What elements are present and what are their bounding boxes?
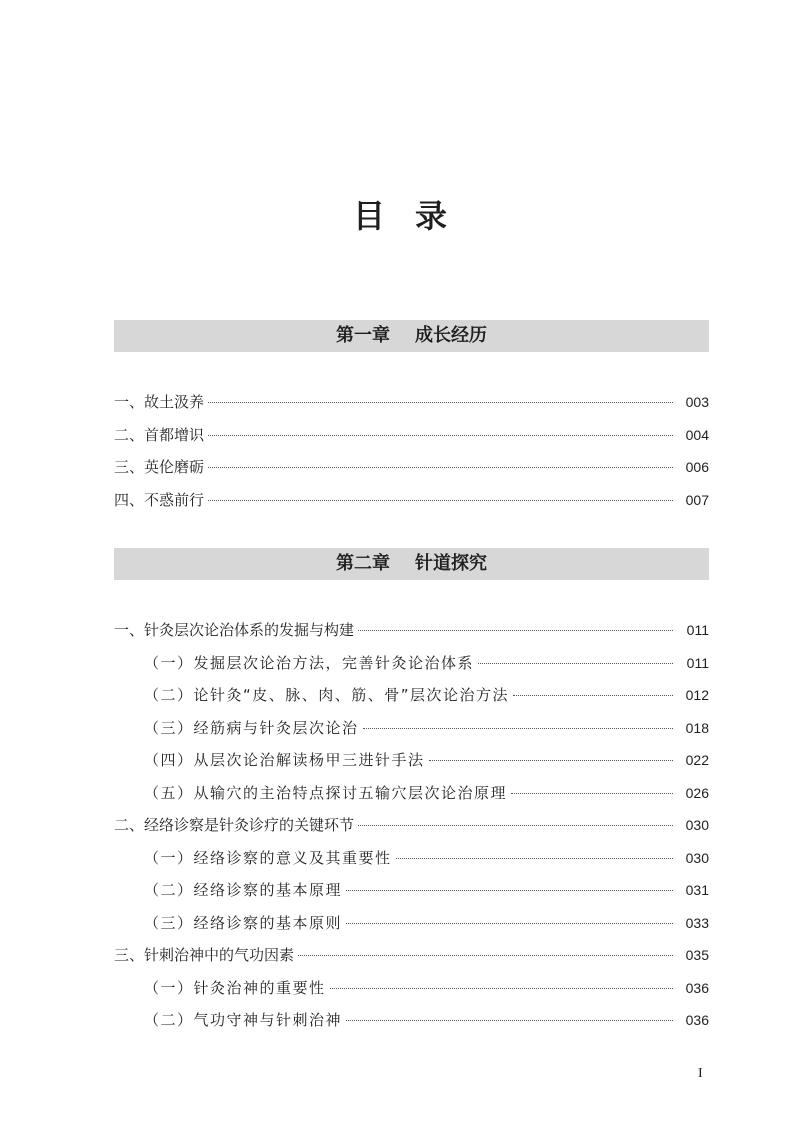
toc-entry-page-number: 007	[685, 491, 709, 508]
dot-leader	[511, 792, 673, 794]
toc-entry[interactable]	[114, 614, 709, 647]
toc-entry[interactable]	[114, 386, 709, 419]
dot-leader	[346, 1019, 673, 1021]
toc-entry-page-number: 030	[685, 849, 709, 866]
toc-entry[interactable]	[114, 1004, 709, 1037]
toc-entry[interactable]	[114, 874, 709, 907]
dot-leader	[346, 922, 673, 924]
dot-leader	[208, 499, 673, 501]
toc-entry-page-number: 004	[685, 426, 709, 443]
dot-leader	[363, 727, 673, 729]
toc-entry-page-number: 011	[686, 622, 709, 638]
toc-entry-title: 二、首都增识	[114, 425, 205, 444]
chapter-heading-2: 第二章 针道探究	[114, 548, 709, 580]
dot-leader	[330, 987, 673, 989]
toc-entry-page-number: 006	[685, 459, 709, 475]
toc-entry[interactable]	[114, 484, 709, 517]
toc-entry[interactable]	[114, 777, 709, 810]
toc-entry-title: 四、不惑前行	[114, 490, 205, 509]
toc-entry[interactable]	[114, 647, 709, 680]
dot-leader	[513, 694, 673, 696]
dot-leader	[346, 889, 673, 891]
toc-entry-title: 一、针灸层次论治体系的发掘与构建	[114, 621, 355, 639]
toc-entry-title: 三、针刺治神中的气功因素	[114, 946, 295, 964]
toc-entry-title: （五）从输穴的主治特点探讨五输穴层次论治原理	[144, 783, 508, 802]
toc-list-chapter-2	[114, 614, 709, 1037]
toc-entry-title: （三）经络诊察的基本原则	[144, 913, 343, 932]
toc-entry-page-number: 003	[685, 394, 709, 410]
dot-leader	[208, 401, 673, 403]
page-title: 目录	[352, 197, 477, 235]
toc-entry-page-number: 011	[686, 654, 709, 671]
toc-entry[interactable]	[114, 907, 709, 940]
toc-entry[interactable]	[114, 939, 709, 972]
toc-entry-page-number: 026	[685, 784, 709, 801]
toc-entry-title: （四）从层次论治解读杨甲三进针手法	[144, 751, 425, 769]
toc-entry-title: （一）发掘层次论治方法，完善针灸论治体系	[144, 653, 475, 672]
toc-entry-title: （三）经筋病与针灸层次论治	[144, 718, 359, 737]
toc-entry[interactable]	[114, 419, 709, 452]
toc-entry-title: （一）针灸治神的重要性	[144, 978, 326, 997]
toc-entry-page-number: 012	[685, 687, 709, 703]
toc-entry[interactable]	[114, 809, 709, 842]
toc-entry-page-number: 033	[685, 914, 709, 931]
toc-entry-page-number: 030	[685, 817, 709, 833]
toc-entry[interactable]	[114, 712, 709, 745]
toc-entry-title: （一）经络诊察的意义及其重要性	[144, 848, 392, 867]
toc-entry[interactable]	[114, 972, 709, 1005]
toc-entry-page-number: 022	[685, 752, 709, 768]
chapter-heading-1: 第一章 成长经历	[114, 320, 709, 352]
dot-leader	[208, 466, 673, 468]
toc-entry-title: 二、经络诊察是针灸诊疗的关键环节	[114, 816, 355, 834]
dot-leader	[208, 434, 673, 436]
toc-entry[interactable]	[114, 744, 709, 777]
toc-entry-page-number: 018	[685, 719, 709, 736]
dot-leader	[358, 629, 673, 631]
dot-leader	[358, 824, 673, 826]
toc-entry-page-number: 036	[685, 979, 709, 996]
toc-entry-title: （二）论针灸“皮、脉、肉、筋、骨”层次论治方法	[144, 686, 510, 704]
toc-entry-page-number: 035	[685, 947, 709, 963]
toc-entry-title: （二）气功守神与针刺治神	[144, 1011, 343, 1029]
toc-entry[interactable]	[114, 451, 709, 484]
toc-entry-title: （二）经络诊察的基本原理	[144, 881, 343, 899]
toc-entry-page-number: 036	[685, 1012, 709, 1028]
dot-leader	[478, 662, 673, 664]
page-folio: I	[698, 1066, 703, 1081]
toc-entry-page-number: 031	[685, 882, 709, 898]
toc-entry-title: 三、英伦磨砺	[114, 458, 205, 476]
toc-list-chapter-1	[114, 386, 709, 516]
toc-entry-title: 一、故土汲养	[114, 393, 205, 411]
toc-entry[interactable]	[114, 679, 709, 712]
dot-leader	[298, 954, 673, 956]
dot-leader	[396, 857, 673, 859]
toc-entry[interactable]	[114, 842, 709, 875]
dot-leader	[429, 759, 673, 761]
